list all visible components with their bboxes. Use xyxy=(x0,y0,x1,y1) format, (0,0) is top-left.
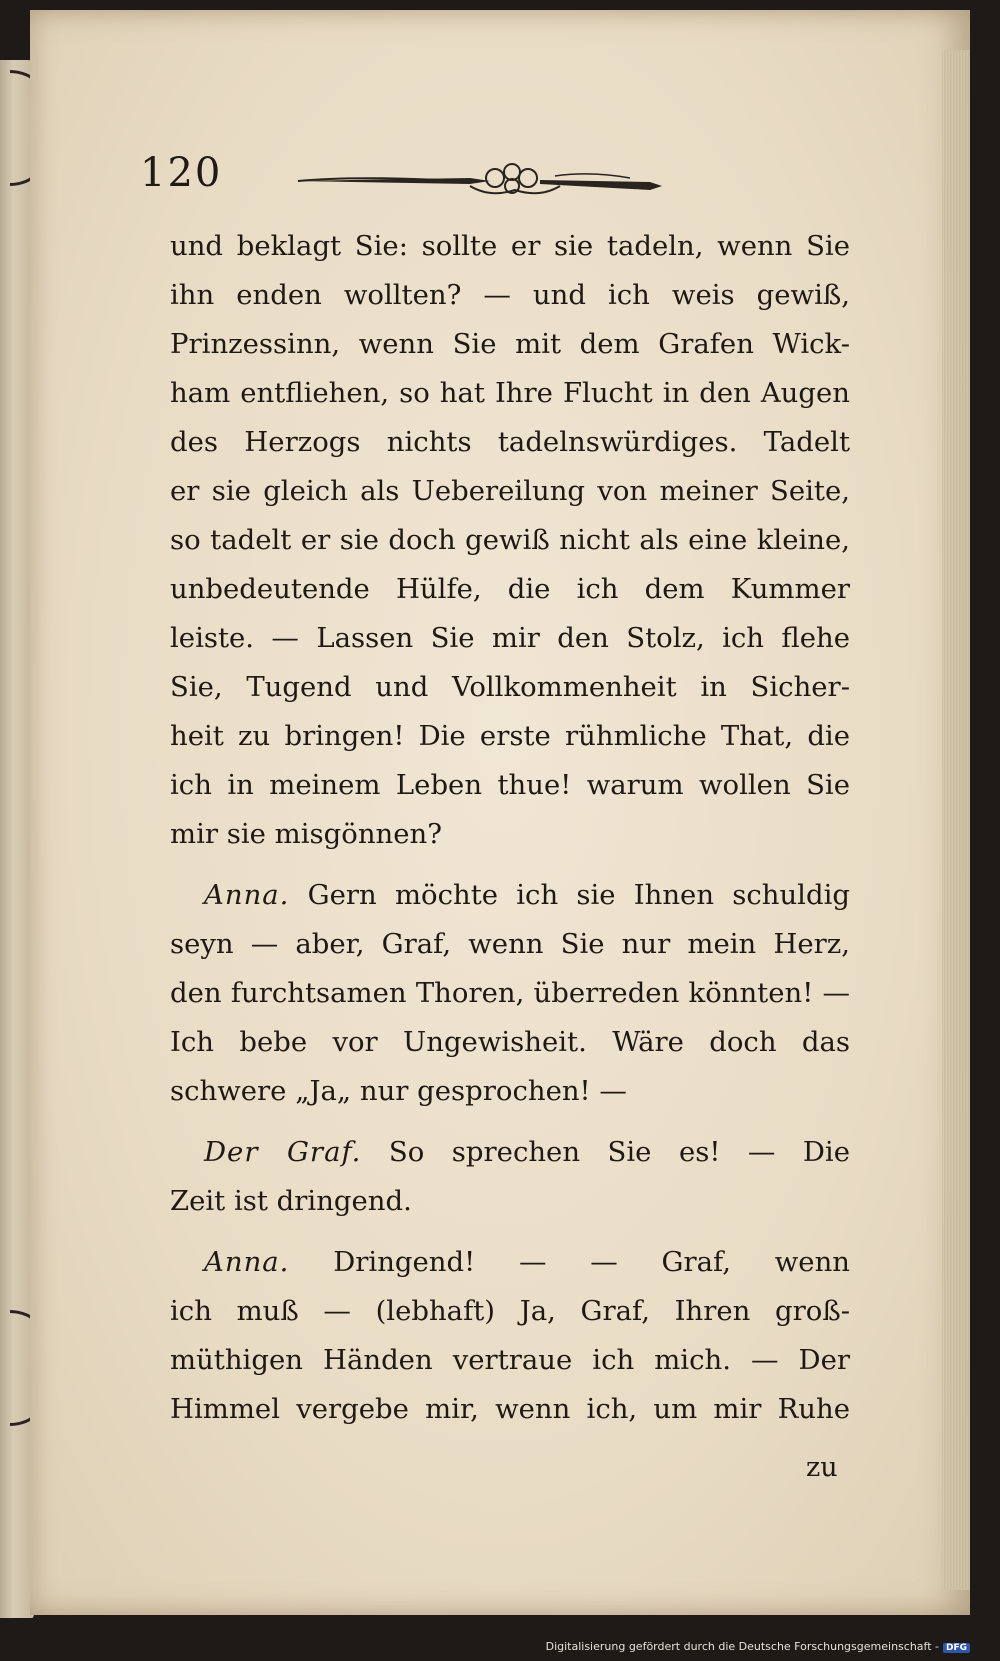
digitization-credit xyxy=(546,1640,970,1653)
text-line: müthigen Händen vertraue ich mich. — Der xyxy=(170,1344,850,1376)
text-line: Zeit ist dringend. xyxy=(170,1185,412,1217)
text-line: den furchtsamen Thoren, überreden könnten! — xyxy=(170,977,850,1009)
text-line: unbedeutende Hülfe, die ich dem Kummer xyxy=(170,573,850,605)
speaker-name: Anna. xyxy=(204,1246,290,1278)
body-text xyxy=(170,222,850,1434)
text-line: leiste. — Lassen Sie mir den Stolz, ich flehe xyxy=(170,622,850,654)
speech-text: So sprechen Sie es! — Die xyxy=(388,1136,850,1168)
page-header xyxy=(140,150,720,210)
speaker-name: Der Graf. xyxy=(204,1136,362,1168)
text-line: schwere „Ja„ nur gesprochen! — xyxy=(170,1075,627,1107)
text-line: mir sie misgönnen? xyxy=(170,818,442,850)
page-edges xyxy=(942,50,970,1590)
text-line: Prinzessinn, wenn Sie mit dem Grafen Wick- xyxy=(170,328,850,360)
left-page-edge xyxy=(0,60,34,1620)
text-line: ich muß — (lebhaft) Ja, Graf, Ihren groß- xyxy=(170,1295,850,1327)
speech-text: Gern möchte ich sie Ihnen schuldig xyxy=(307,879,850,911)
page-number: 120 xyxy=(140,150,223,196)
text-line: Ich bebe vor Ungewisheit. Wäre doch das xyxy=(170,1026,850,1058)
text-line: er sie gleich als Uebereilung von meiner Seite, xyxy=(170,475,850,507)
catchword: zu xyxy=(806,1452,838,1483)
speech-text: Dringend! — — Graf, wenn xyxy=(333,1246,850,1278)
text-line: so tadelt er sie doch gewiß nicht als eine kleine, xyxy=(170,524,850,556)
floral-ornament-icon xyxy=(290,156,670,206)
speaker-name: Anna. xyxy=(204,879,290,911)
text-line: ham entfliehen, so hat Ihre Flucht in den Augen xyxy=(170,377,850,409)
text-line: heit zu bringen! Die erste rühmliche That, die xyxy=(170,720,850,752)
text-line: ich in meinem Leben thue! warum wollen Sie xyxy=(170,769,850,801)
text-line: Sie, Tugend und Vollkommenheit in Sicher- xyxy=(170,671,850,703)
text-line: ihn enden wollten? — und ich weis gewiß, xyxy=(170,279,850,311)
dfg-logo: DFG xyxy=(943,1643,970,1653)
speech-line xyxy=(170,1128,850,1177)
speech-line xyxy=(170,1238,850,1287)
text-line: des Herzogs nichts tadelnswürdiges. Tadelt xyxy=(170,426,850,458)
credit-text: Digitalisierung gefördert durch die Deutsche Forschungsgemeinschaft - xyxy=(545,1640,939,1653)
text-line: Himmel vergebe mir, wenn ich, um mir Ruhe xyxy=(170,1393,850,1425)
speech-line xyxy=(170,871,850,920)
text-line: und beklagt Sie: sollte er sie tadeln, wenn Sie xyxy=(170,230,850,262)
text-line: seyn — aber, Graf, wenn Sie nur mein Herz, xyxy=(170,928,850,960)
